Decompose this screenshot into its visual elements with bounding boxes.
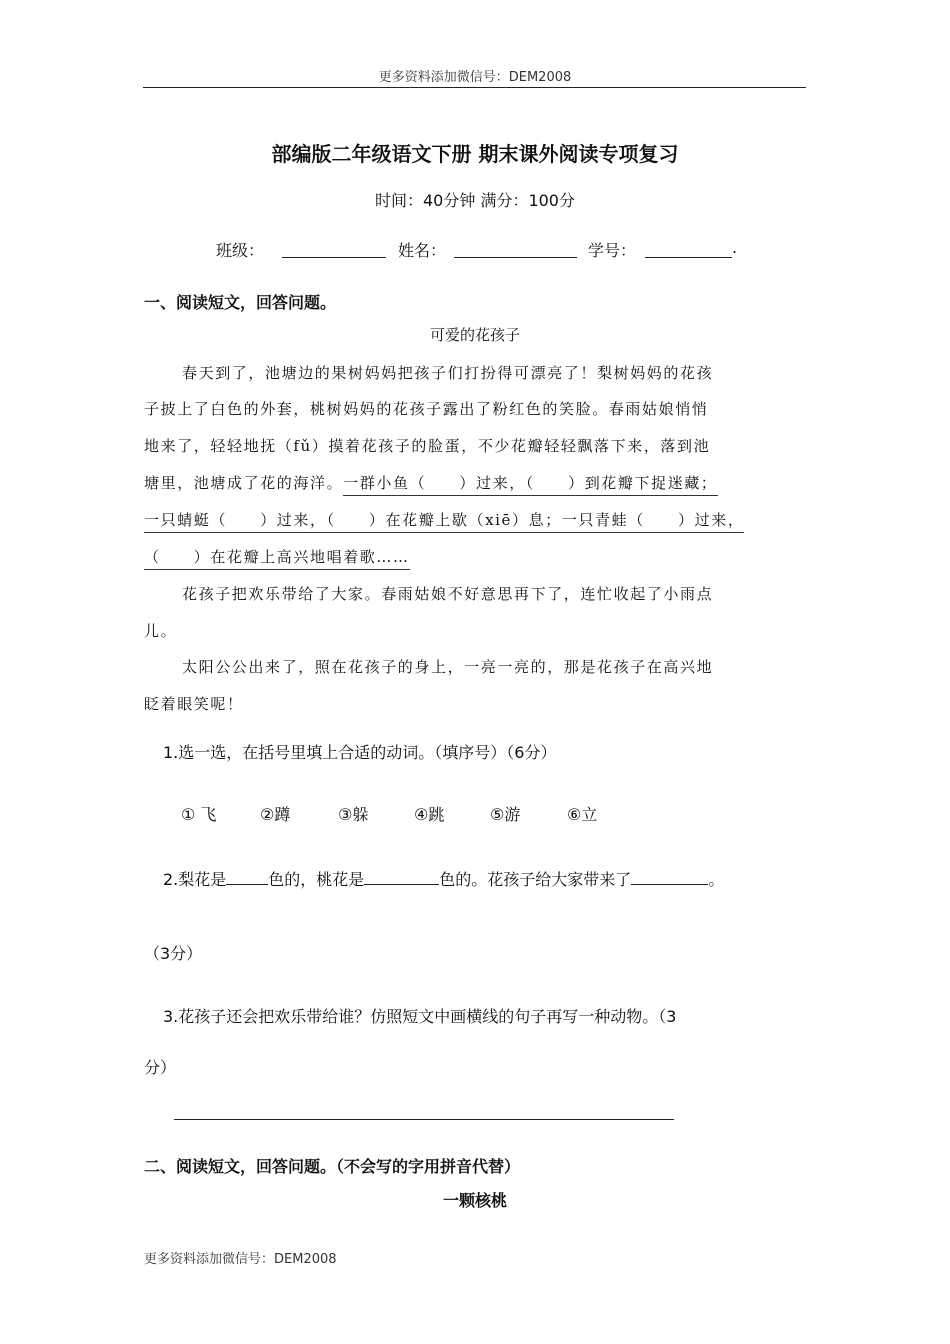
passage-line <box>144 509 744 530</box>
option-2: ②蹲 <box>260 805 291 824</box>
question-3: 3.花孩子还会把欢乐带给谁？仿照短文中画横线的句子再写一种动物。（3 <box>163 1007 677 1026</box>
class-blank[interactable] <box>282 242 386 258</box>
question-1: 1.选一选，在括号里填上合适的动词。（填序号）（6分） <box>163 743 557 762</box>
option-1: ① 飞 <box>181 805 217 824</box>
name-label: 姓名： <box>398 241 447 260</box>
q2-text: 色的。花孩子给大家带来了 <box>439 870 632 889</box>
passage-line: 地来了，轻轻地抚（fǔ）摸着花孩子的脸蛋，不少花瓣轻轻飘落下来，落到池 <box>144 437 711 455</box>
info-number <box>588 238 636 261</box>
q2-text: 2.梨花是 <box>163 870 227 889</box>
section2-heading: 二、阅读短文，回答问题。（不会写的字用拼音代替） <box>144 1157 521 1176</box>
passage-line <box>144 472 718 493</box>
story2-title: 一颗核桃 <box>442 1191 507 1210</box>
passage-line: 眨着眼笑呢！ <box>144 695 244 713</box>
question-2 <box>163 867 724 890</box>
number-label: 学号： <box>588 241 637 260</box>
underlined-sentence: 一群小鱼（ ）过来，（ ）到花瓣下捉迷藏； <box>343 474 717 496</box>
answer-line[interactable] <box>174 1119 674 1120</box>
passage-line: 儿。 <box>144 622 178 640</box>
passage-line <box>144 546 410 567</box>
q2-score: （3分） <box>144 944 203 963</box>
passage-line: 太阳公公出来了，照在花孩子的身上，一亮一亮的，那是花孩子在高兴地 <box>182 658 714 676</box>
q2-text: 。 <box>708 870 725 889</box>
info-name <box>398 238 446 261</box>
page-footer: 更多资料添加微信号：DEM2008 <box>144 1252 337 1267</box>
info-class <box>216 238 264 261</box>
name-blank[interactable] <box>454 242 577 258</box>
q2-blank-peach[interactable] <box>364 868 439 885</box>
passage-line: 春天到了，池塘边的果树妈妈把孩子们打扮得可漂亮了！梨树妈妈的花孩 <box>182 364 714 382</box>
underlined-sentence: 一只蜻蜓（ ）过来，（ ）在花瓣上歇（xiē）息；一只青蛙（ ）过来， <box>144 511 744 533</box>
section1-heading: 一、阅读短文，回答问题。 <box>144 293 337 312</box>
info-end-mark: . <box>732 238 738 257</box>
underlined-sentence: （ ）在花瓣上高兴地唱着歌…… <box>144 548 410 570</box>
q2-blank-pear[interactable] <box>226 868 268 885</box>
document-title: 部编版二年级语文下册 期末课外阅读专项复习 <box>271 142 679 166</box>
q2-blank-brought[interactable] <box>631 868 708 885</box>
header-divider <box>143 87 806 88</box>
passage-line: 子披上了白色的外套，桃树妈妈的花孩子露出了粉红色的笑脸。春雨姑娘悄悄 <box>144 400 709 418</box>
option-5: ⑤游 <box>490 805 521 824</box>
option-3: ③躲 <box>338 805 369 824</box>
number-blank[interactable] <box>645 242 732 258</box>
page-header: 更多资料添加微信号：DEM2008 <box>378 70 572 85</box>
passage-line: 花孩子把欢乐带给了大家。春雨姑娘不好意思再下了，连忙收起了小雨点 <box>182 585 714 603</box>
option-6: ⑥立 <box>567 805 598 824</box>
class-label: 班级： <box>216 241 265 260</box>
story1-title: 可爱的花孩子 <box>429 326 520 344</box>
question-3-cont: 分） <box>144 1058 177 1077</box>
passage-text: 塘里，池塘成了花的海洋。 <box>144 474 344 492</box>
q2-text: 色的，桃花是 <box>268 870 365 889</box>
exam-time-score: 时间：40分钟 满分：100分 <box>375 191 575 210</box>
option-4: ④跳 <box>414 805 445 824</box>
